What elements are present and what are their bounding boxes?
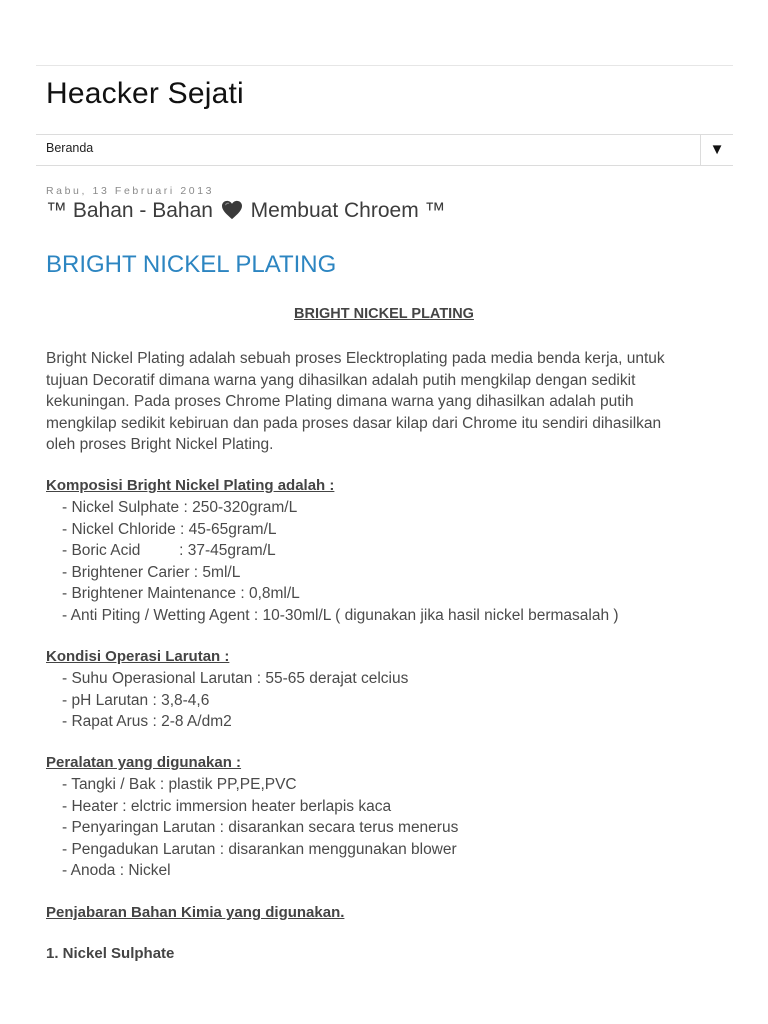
paragraph-line: mengkilap sedikit kebiruan dan pada proses dasar kilap dari Chrome itu sendiri dihasilkan: [46, 414, 662, 432]
penjabaran-title: Penjabaran Bahan Kimia yang digunakan.: [46, 904, 345, 921]
kondisi-list: [62, 668, 408, 733]
list-item: - Nickel Sulphate : 250-320gram/L: [62, 499, 298, 516]
list-item: - Heater : elctric immersion heater berlapis kaca: [62, 797, 392, 815]
list-item: - Brightener Carier : 5ml/L: [62, 563, 241, 581]
post-title[interactable]: [46, 199, 446, 223]
navigation-bar: [36, 134, 733, 166]
site-title[interactable]: Heacker Sejati: [46, 77, 244, 110]
post-title-prefix: ™ Bahan - Bahan: [46, 199, 213, 222]
list-item: - Brightener Maintenance : 0,8ml/L: [62, 585, 300, 602]
peralatan-title: Peralatan yang digunakan :: [46, 754, 242, 771]
post-title-suffix: Membuat Chroem ™: [250, 199, 446, 222]
intro-paragraph: [46, 348, 726, 456]
paragraph-line: Bright Nickel Plating adalah sebuah proses Elecktroplating pada media benda kerja, untuk: [46, 350, 665, 367]
list-item: - Anti Piting / Wetting Agent : 10-30ml/L ( digunakan jika hasil nickel bermasalah ): [62, 606, 619, 624]
komposisi-list: [62, 497, 619, 626]
list-item: - Pengadukan Larutan : disarankan menggunakan blower: [62, 840, 457, 858]
list-item: - Penyaringan Larutan : disarankan secara terus menerus: [62, 819, 459, 836]
list-item: - Tangki / Bak : plastik PP,PE,PVC: [62, 776, 297, 793]
peralatan-list: [62, 774, 458, 882]
list-item: - Suhu Operasional Larutan : 55-65 derajat celcius: [62, 670, 409, 687]
list-item: - Rapat Arus : 2-8 A/dm2: [62, 713, 232, 730]
list-item: - Nickel Chloride : 45-65gram/L: [62, 520, 277, 538]
center-title: BRIGHT NICKEL PLATING: [294, 306, 474, 322]
section-subheading: 1. Nickel Sulphate: [46, 945, 175, 962]
paragraph-line: kekuningan. Pada proses Chrome Plating dimana warna yang dihasilkan adalah putih: [46, 393, 634, 410]
dropdown-arrow-icon[interactable]: ▼: [700, 135, 733, 165]
kondisi-title: Kondisi Operasi Larutan :: [46, 648, 230, 665]
komposisi-title: Komposisi Bright Nickel Plating adalah :: [46, 477, 335, 494]
header-divider: [36, 65, 733, 66]
post-date: Rabu, 13 Februari 2013: [46, 185, 215, 197]
paragraph-line: oleh proses Bright Nickel Plating.: [46, 436, 274, 453]
list-item: - pH Larutan : 3,8-4,6: [62, 691, 210, 709]
nav-item-beranda[interactable]: Beranda: [46, 141, 94, 155]
list-item: - Anoda : Nickel: [62, 862, 171, 879]
heart-icon: [221, 200, 243, 220]
paragraph-line: tujuan Decoratif dimana warna yang dihasilkan adalah putih mengkilap dengan sedikit: [46, 371, 636, 389]
list-item: - Boric Acid : 37-45gram/L: [62, 542, 276, 559]
post-heading: BRIGHT NICKEL PLATING: [46, 251, 337, 278]
